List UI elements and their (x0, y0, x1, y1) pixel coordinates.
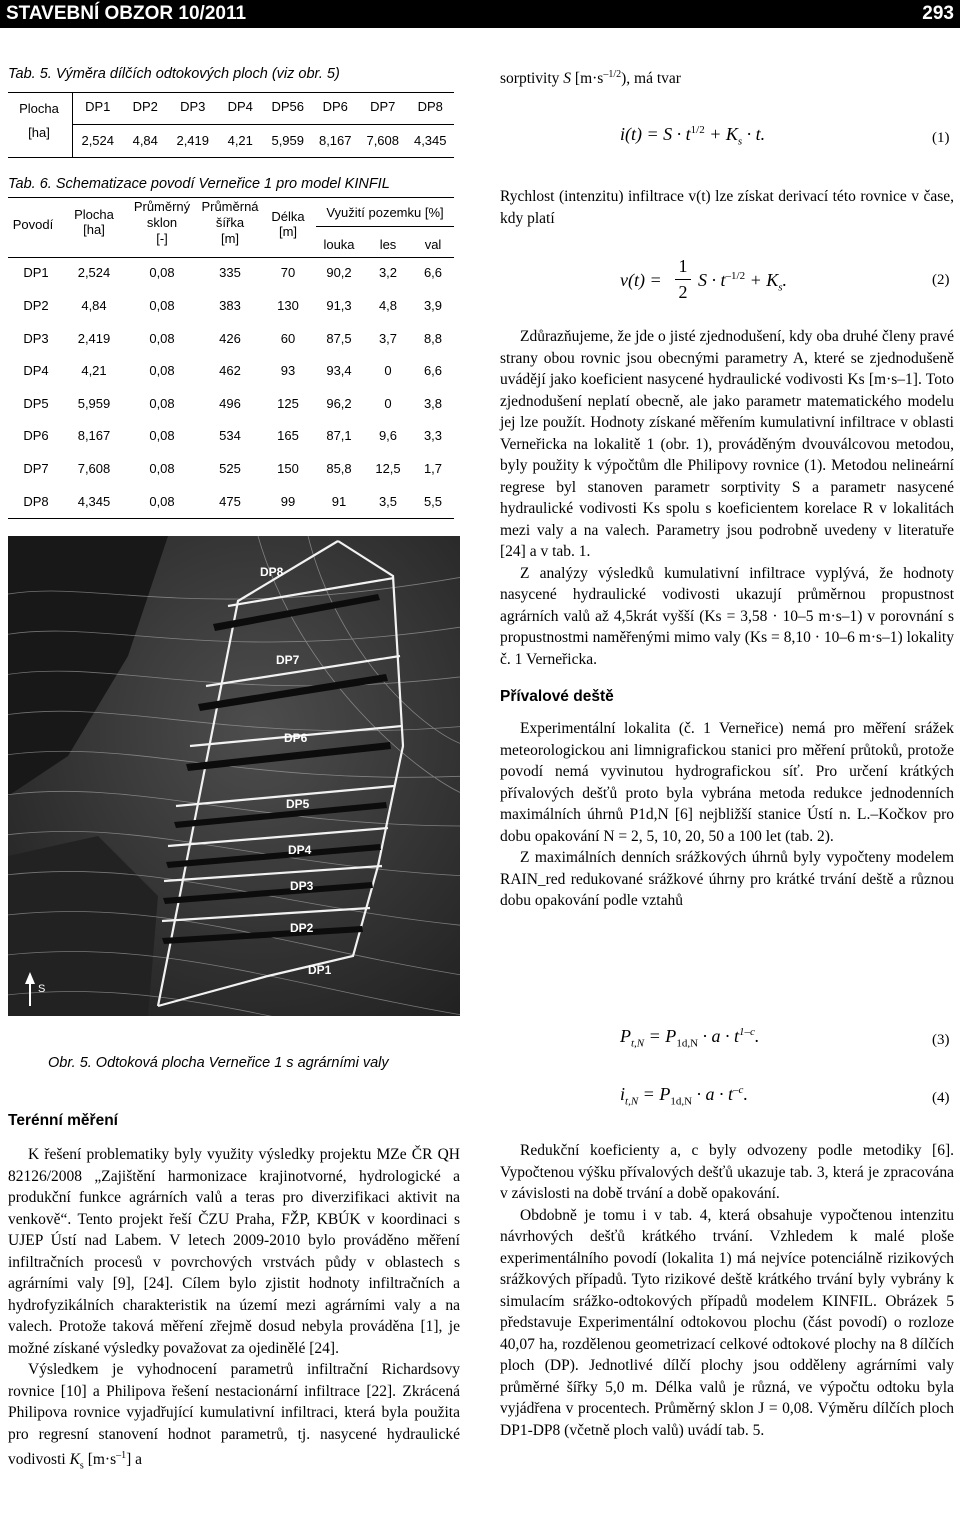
equation-4-number: (4) (932, 1090, 950, 1106)
journal-header (0, 0, 960, 28)
tab6-row (8, 257, 454, 290)
tab6-cell: 0,08 (149, 428, 175, 444)
tab5-header-cell: DP6 (322, 99, 348, 114)
tab5-value-cell: 5,959 (271, 133, 305, 148)
tab6-cell: DP6 (23, 428, 49, 444)
page-number: 293 (922, 3, 954, 24)
right-paragraph-1: Rychlost (intenzitu) infiltrace v(t) lze získat derivací této rovnice v čase, kdy platí (500, 188, 954, 227)
tab6-cell: 534 (219, 428, 241, 444)
left-paragraph-1: K řešení problematiky byly využity výsledky projektu MZe ČR QH 82126/2008 „Zajištění harmonizace krajinotvorné, hydrologické a produkční funkce agrárních valů a teras pro diverzifikaci aktivit na venkově“. Tento projekt řeší ČZU Praha, FŽP, KBÚK v koordinaci s UJEP Ústí nad Labem. V letech 2009-2010 bylo prováděno měření infiltračních procesů v povrchových vrstvách půdy v oblastech s agrárními valy [9], [24]. Cílem bylo zjistit hodnoty infiltračních a hydrofyzikálních charakteristik na území mezi agrárními valy a na valech. Protože taková měření zřejmě dosud nebyla prováděna [1], je možné získané výsledky považovat za ojedinělé [24]. (8, 1146, 460, 1357)
tab6-cell: 165 (277, 428, 299, 444)
tab6-cell: 85,8 (326, 461, 352, 477)
tab5-header-cell: DP4 (227, 99, 253, 114)
map-label: DP5 (286, 797, 310, 811)
tab5-row-label: Plocha [ha] (19, 101, 59, 140)
right-paragraph-0: sorptivity S $[m\cdot s^{-1/2})$, má tvar (500, 69, 681, 88)
right-paragraph-6: Redukční koeficienty a, c byly odvozeny podle metodiky [6]. Vypočtenou výšku přívalových dešťů ukazuje tab. 3, která je zpracována v závislosti na době trvání a době opakování. (500, 1142, 954, 1202)
tab6-h-povodi: Povodí (12, 217, 54, 232)
tab6-cell: 91 (331, 493, 347, 509)
tab5-header-cell: DP8 (417, 99, 443, 114)
tab6-cell: DP7 (23, 461, 49, 477)
tab6-row (8, 453, 454, 486)
tab6-table (8, 197, 454, 519)
tab6-cell: 0,08 (149, 330, 175, 346)
tab6-cell: 9,6 (378, 428, 398, 444)
tab6-cell: 0 (384, 363, 392, 379)
tab6-cell: 87,1 (326, 428, 352, 444)
tab6-cell: 525 (219, 461, 241, 477)
map-label: DP1 (308, 963, 332, 977)
tab6-cell: 0 (384, 395, 392, 411)
tab5-header-cell: DP56 (271, 99, 305, 114)
tab6-rule-bottom (8, 518, 454, 519)
tab6-cell: 3,3 (423, 428, 443, 444)
left-paragraph-2: Výsledkem je vyhodnocení parametrů infiltrační Richardsovy rovnice [10] a Philipova řešení nestacionární infiltrace [22]. Zkrácená Philipova rovnice vyjadřující kumulativní infiltraci, která byla použita pro regresní stanovení hodnot parametrů, tj. nasycené hydraulické vodivosti $K_s$ $[m\cdot s^{-1}]$ a (8, 1361, 460, 1472)
tab6-cell: 91,3 (326, 297, 352, 313)
tab6-cell: 87,5 (326, 330, 352, 346)
equation-1: $i(t) = S \cdot t^{1/2} + K_s \cdot t$. (620, 124, 766, 148)
tab6-cell: 383 (219, 297, 241, 313)
tab6-cell: 130 (277, 297, 299, 313)
map-label: DP6 (284, 731, 308, 745)
tab5-table (8, 92, 454, 158)
tab6-row (8, 388, 454, 421)
tab6-cell: DP2 (23, 297, 49, 313)
tab6-h-sirka: Průměrná šířka [m] (201, 199, 259, 246)
tab5-caption: Tab. 5. Výměra dílčích odtokových ploch (viz obr. 5) (8, 66, 340, 82)
right-main-block (500, 326, 954, 912)
map-label: DP3 (290, 879, 314, 893)
tab5-value-cell: 2,524 (81, 133, 115, 148)
map-label: DP7 (276, 653, 300, 667)
tab6-cell: DP3 (23, 330, 49, 346)
tab6-h-les: les (379, 237, 397, 252)
tab6-cell: 3,2 (378, 265, 398, 281)
tab6-row (8, 290, 454, 323)
right-column (500, 64, 954, 90)
map-label: DP8 (260, 565, 284, 579)
tab6-cell: 0,08 (149, 297, 175, 313)
tab6-h-louka: louka (323, 237, 355, 252)
tab6-cell: 2,524 (77, 265, 111, 281)
tab6-cell: 462 (219, 363, 241, 379)
equation-2-number: (2) (932, 272, 950, 288)
tab5-header-cell: DP3 (180, 99, 206, 114)
tab6-cell: 475 (219, 493, 241, 509)
tab6-h-vyuziti: Využití pozemku [%] (326, 205, 444, 220)
tab6-cell: 4,84 (81, 297, 107, 313)
tab5-header-cell: DP7 (370, 99, 396, 114)
tab5-body (8, 93, 454, 157)
tab5-value-cell: 4,21 (227, 133, 253, 148)
tab6-cell: 90,2 (326, 265, 352, 281)
map-image (8, 536, 460, 1016)
tab6-caption: Tab. 6. Schematizace povodí Verneřice 1 pro model KINFIL (8, 176, 390, 192)
tab5-mid-rule (72, 124, 454, 125)
tab6-cell: 3,7 (378, 330, 398, 346)
tab6-cell: 3,9 (423, 297, 443, 313)
tab6-h-val: val (424, 237, 442, 252)
tab5-value-cell: 8,167 (318, 133, 352, 148)
tab6-cell: 0,08 (149, 395, 175, 411)
tab6-cell: 5,5 (423, 493, 443, 509)
tab6-cell: 3,5 (378, 493, 398, 509)
tab6-cell: 8,8 (423, 330, 443, 346)
tab6-cell: 5,959 (77, 395, 111, 411)
tab6-row (8, 355, 454, 388)
north-label: S (38, 983, 46, 995)
tab6-cell: 0,08 (149, 493, 175, 509)
right-paragraph-7: Obdobně je tomu i v tab. 4, která obsahuje vypočtenou intenzitu návrhových dešťů krátkého trvání. Vzhledem k malé ploše experimentálního povodí (lokalita 1) má nejvíce potenciálně rizikových srážkových případů. Tyto rizikové deště krátkého trvání byly vybrány k simulacím srážko-odtokových případů modelem KINFIL. Obrázek 5 představuje Experimentální odtokovou plochu (část povodí) o rozloze 40,07 ha, rozdělenou geometrizací celkové odtokové plochy na 8 dílčích ploch (DP). Jednotlivé dílčí plochy jsou odděleny agrárními valy průměrné šířky 5,0 m. Délka valů je různá, ve výpočtu odtoku byla vyjádřena v procentech. Průměrný sklon J = 0,08. Výměru dílčích ploch DP1-DP8 (včetně ploch valů) uvádí tab. 5. (500, 1206, 954, 1439)
tab6-cell: 0,08 (149, 461, 175, 477)
right-paragraph-5: Z maximálních denních srážkových úhrnů byly vypočteny modelem RAIN_red redukované srážkové úhrny pro krátké trvání deště a různou dobu opakování podle vztahů (500, 849, 954, 909)
tab6-cell: 70 (280, 265, 296, 281)
tab6-cell: 150 (277, 461, 299, 477)
left-column (8, 1110, 460, 1477)
tab6-cell: 4,21 (81, 363, 107, 379)
tab6-h-plocha: Plocha [ha] (74, 207, 114, 237)
tab6-rule-top (8, 197, 454, 198)
tab6-cell: DP1 (23, 265, 49, 281)
tab5-value-cell: 4,345 (413, 133, 447, 148)
map-label: DP4 (288, 843, 312, 857)
tab6-cell: 0,08 (149, 363, 175, 379)
tab6-cell: DP5 (23, 395, 49, 411)
tab5-vrule (72, 93, 73, 157)
tab6-h-delka: Délka [m] (271, 209, 305, 239)
tab6-cell: 125 (277, 395, 299, 411)
tab5-header-cell: DP1 (85, 99, 111, 114)
tab6-cell: 4,345 (77, 493, 111, 509)
tab6-cell: 93 (280, 363, 296, 379)
tab5-header-cell: DP2 (132, 99, 158, 114)
tab6-cell: DP8 (23, 493, 49, 509)
tab6-cell: 96,2 (326, 395, 352, 411)
right-final-block (500, 1140, 954, 1441)
figure-caption: Obr. 5. Odtoková plocha Verneřice 1 s agrárními valy (48, 1055, 389, 1071)
equation-1-number: (1) (932, 130, 950, 146)
tab6-cell: 99 (280, 493, 296, 509)
tab6-cell: 7,608 (77, 461, 111, 477)
journal-title: STAVEBNÍ OBZOR 10/2011 (6, 3, 247, 24)
tab6-sub-rule (316, 226, 454, 227)
tab6-h-sklon: Průměrný sklon [-] (133, 199, 191, 246)
tab6-cell: DP4 (23, 363, 49, 379)
right-paragraph-3: Z analýzy výsledků kumulativní infiltrace vyplývá, že hodnoty nasycené hydraulické vodivosti ukazují průměrnou propustnost agrárních valů až 4,5krát vyšší (Ks = 3,58 · 10–5 m·s–1) v porovnání s propustnostmi naměřenými mimo valy (Ks = 8,10 · 10–6 m·s–1) lokality č. 1 Verneřicka. (500, 564, 954, 668)
tab5-value-cell: 2,419 (176, 133, 210, 148)
figure-map (8, 536, 460, 1016)
tab5-rule-bottom (8, 157, 454, 158)
right-paragraph-1-block (500, 186, 954, 229)
tab6-row (8, 322, 454, 355)
right-paragraph-2: Zdůrazňujeme, že jde o jisté zjednodušení, kdy oba druhé členy pravé strany obou rovnic jsou obecnými parametry A, které se zjednodušeně uvádějí jako koeficient nasycené hydraulické vodivosti Ks [m·s–1]. Toto zjednodušení neplatí obecně, ale jako parametr matematického modelu jej lze použít. Hodnoty získané měřením kumulativní infiltrace v oblasti Verneřicka na lokalitě 1 (obr. 1), prováděným dvouválcovou metodou, byly použity k výpočtům dle Philipovy rovnice (1). Metodou nelineární regrese byl stanoven parametr sorptivity S a parametr nasycené hydraulické vodivosti Ks spolu s koeficientem korelace R v lokalitách mezi valy a na valech. Parametry jsou podrobně uvedeny v literatuře [24] a v tab. 1. (500, 328, 954, 560)
tab6-cell: 335 (219, 265, 241, 281)
equation-3: $P_{t,N} = P_{1d,N} \cdot a \cdot t^{1-c}$. (620, 1026, 760, 1050)
tab5-value-cell: 4,84 (132, 133, 158, 148)
tab6-cell: 6,6 (423, 265, 443, 281)
tab6-row (8, 485, 454, 518)
equation-4: $i_{t,N} = P_{1d,N} \cdot a \cdot t^{-c}$. (620, 1084, 748, 1108)
tab6-cell: 4,8 (378, 297, 398, 313)
tab6-cell: 496 (219, 395, 241, 411)
tab6-cell: 12,5 (375, 461, 401, 477)
tab6-cell: 426 (219, 330, 241, 346)
tab6-cell: 2,419 (77, 330, 111, 346)
tab6-cell: 60 (280, 330, 296, 346)
tab6-cell: 93,4 (326, 363, 352, 379)
tab5-value-cell: 7,608 (366, 133, 400, 148)
tab6-cell: 8,167 (77, 428, 111, 444)
right-paragraph-4: Experimentální lokalita (č. 1 Verneřice) nemá pro měření srážek meteorologickou ani limnigrafickou stanici pro měření průtoků, protože povodí nemá vyvinutou hydrografickou síť. Pro určení krátkých přívalových dešťů proto byla vybrána metoda redukce jednodenních maximálních úhrnů P1d,N [6] nejbližší stanice Ústí n. L.–Kočkov pro dobu opakování N = 2, 5, 10, 20, 50 a 100 let (tab. 2). (500, 720, 954, 845)
tab6-rows (8, 257, 454, 519)
section-heading-field-measurement: Terénní měření (8, 1112, 118, 1129)
tab6-cell: 1,7 (423, 461, 443, 477)
equation-3-number: (3) (932, 1032, 950, 1048)
tab6-cell: 3,8 (423, 395, 443, 411)
section-heading-rainfall: Přívalové deště (500, 688, 614, 705)
map-label: DP2 (290, 921, 314, 935)
tab6-cell: 0,08 (149, 265, 175, 281)
tab6-cell: 6,6 (423, 363, 443, 379)
tab6-row (8, 420, 454, 453)
